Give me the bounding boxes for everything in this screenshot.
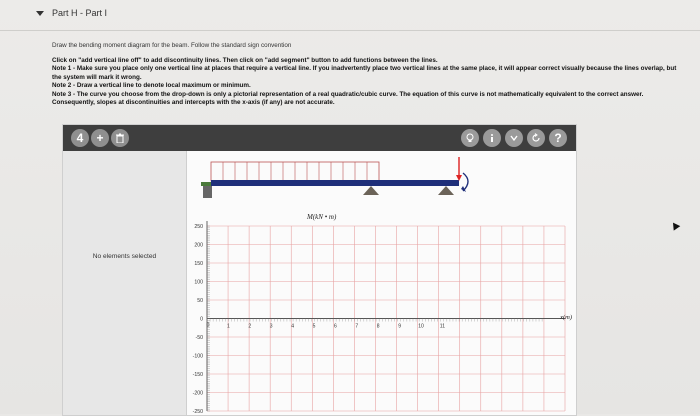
instructions-lead: Draw the bending moment diagram for the beam. Follow the standard sign convention: [52, 42, 292, 49]
graph-ticks: [193, 224, 446, 415]
x-tick-label: 6: [334, 323, 337, 330]
chevron-down-icon: [509, 133, 519, 143]
graph-canvas[interactable]: [187, 151, 576, 415]
help-button[interactable]: [549, 129, 567, 147]
selection-status: No elements selected: [92, 253, 157, 260]
add-vertical-line-button[interactable]: [71, 129, 89, 147]
y-tick-label: 200: [194, 242, 203, 249]
add-segment-label: +: [96, 131, 104, 145]
delete-button[interactable]: [111, 129, 129, 147]
y-tick-label: -150: [192, 372, 203, 378]
pin-support: [438, 186, 454, 195]
x-tick-label: 0: [206, 322, 210, 329]
beam-diagram: [201, 157, 468, 198]
toolbar: [63, 125, 576, 151]
fixed-support-base: [203, 186, 212, 198]
reset-button[interactable]: [527, 129, 545, 147]
x-tick-label: 7: [355, 323, 359, 330]
part-header[interactable]: [0, 0, 700, 31]
hint-button[interactable]: [461, 129, 479, 147]
beam: [211, 180, 459, 186]
add-segment-button[interactable]: [91, 129, 109, 147]
x-tick-label: 2: [248, 323, 252, 330]
x-tick-label: 8: [376, 323, 380, 330]
y-tick-label: -250: [192, 409, 203, 415]
x-tick-label: 1: [227, 323, 230, 330]
reset-icon: [531, 133, 541, 143]
collapse-caret-icon[interactable]: [36, 11, 44, 16]
x-tick-label: 9: [398, 323, 401, 330]
y-tick-label: -200: [192, 390, 203, 397]
info-icon: [487, 133, 497, 143]
instructions-note1: Note 1 - Make sure you place only one vertical line at places that require a vertical line. If you inadvertently place two vertical lines at the same place, it will appear correct visually because the lines overlap, but the system will mark it wrong.: [52, 65, 677, 81]
roller-support: [363, 186, 379, 195]
x-tick-label: 5: [312, 323, 316, 330]
y-tick-label: 0: [200, 316, 203, 323]
instructions-note3: Note 3 - The curve you choose from the drop-down is only a pictorial representation of a real quadratic/cubic curve. The equation of this curve is not mathematically equivalent to the correct answer. Consequently, slopes at discontinuities and intercepts with the x-axis (if any) are not accurate.: [52, 90, 644, 106]
y-tick-label: 50: [197, 298, 203, 304]
help-icon: ?: [554, 131, 562, 145]
x-axis-label: x(m): [560, 314, 572, 321]
instructions-click: Click on "add vertical line off" to add discontinuity lines. Then click on "add segment" button to add functions between the lines.: [52, 56, 438, 64]
info-button[interactable]: [483, 129, 501, 147]
instructions-note2: Note 2 - Draw a vertical line to denote local maximum or minimum.: [52, 82, 251, 89]
instructions: [52, 42, 682, 108]
part-title: Part H - Part I: [52, 8, 108, 18]
trash-icon: [115, 133, 125, 143]
dropdown-button[interactable]: [505, 129, 523, 147]
graph-svg[interactable]: [187, 151, 576, 415]
add-vertical-line-label: 4: [76, 131, 84, 145]
graph-grid: [207, 221, 565, 411]
side-panel: [63, 151, 187, 415]
bending-moment-tool: [62, 124, 577, 416]
y-tick-label: 100: [194, 279, 203, 286]
x-tick-label: 4: [291, 323, 294, 330]
y-axis-label: M(kN • m): [307, 213, 337, 221]
y-tick-label: -50: [195, 335, 203, 341]
lightbulb-icon: [465, 133, 475, 143]
x-tick-label: 3: [269, 323, 273, 330]
x-tick-label: 10: [418, 323, 424, 330]
y-tick-label: 250: [194, 224, 203, 230]
y-tick-label: 150: [194, 261, 203, 267]
y-tick-label: -100: [192, 353, 203, 360]
x-tick-label: 11: [439, 323, 446, 330]
mouse-cursor-icon: [670, 220, 681, 230]
